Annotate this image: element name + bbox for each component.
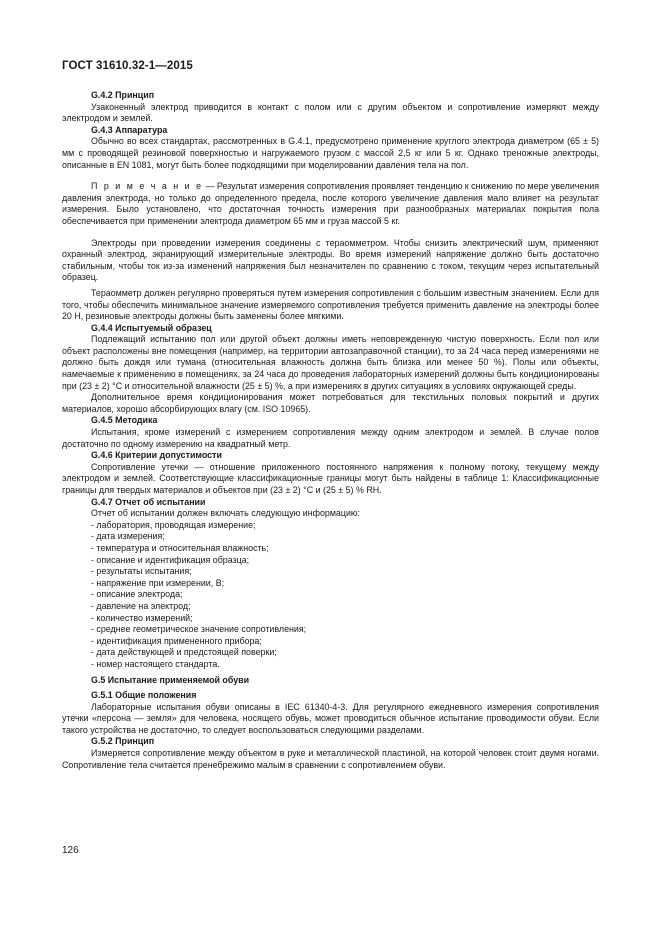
paragraph: Узаконенный электрод приводится в контакт с полом или с другим объектом и сопротивление измеряют между электродом и землей. xyxy=(62,101,599,124)
note-text: — Результат измерения сопротивления проявляет тенденцию к снижению по мере увеличения давления электрода, но только до определенного предела, после которого увеличение давления мало влияет на результат измерения. Было установлено, что достаточная точность измерения при разнообразных материалах покрытия пола обеспечивается при применении электрода диаметром 65 мм и груза массой 5 кг. xyxy=(62,181,599,226)
list-item: - среднее геометрическое значение сопротивления; xyxy=(91,624,307,635)
page-content xyxy=(62,90,599,771)
paragraph: Обычно во всех стандартах, рассмотренных в G.4.1, предусмотрено применение круглого электрода диаметром (65 ± 5) мм с проводящей резиновой поверхностью и нагружаемого грузом с массой 2,5 кг или 5 кг. Однако треножные электроды, описанные в EN 1081, могут быть более подходящими при моделировании давления тела на пол. xyxy=(62,136,599,170)
paragraph: Дополнительное время кондиционирования может потребоваться для текстильных половых покрытий и других материалов, хорошо абсорбирующих влагу (см. ISO 10965). xyxy=(62,392,599,414)
list-item: - напряжение при измерении, В; xyxy=(91,577,225,588)
heading-g5: G.5 Испытание применяемой обуви xyxy=(91,674,250,685)
heading-g52: G.5.2 Принцип xyxy=(91,736,155,747)
list-item: - описание и идентификация образца; xyxy=(91,554,250,565)
list-item: - количество измерений; xyxy=(91,612,193,623)
paragraph: Измеряется сопротивление между объектом в руке и металлической пластиной, на которой человек стоит двумя ногами. Сопротивление тела считается пренебрежимо малым в сравнении с сопротивлением обуви. xyxy=(62,748,599,770)
paragraph: Электроды при проведении измерения соединены с тераомметром. Чтобы снизить электрический шум, применяют охранный электрод, экранирующий измерительные электроды. Во время измерений напряжение должно быть достаточно стабильным, чтобы ток из-за изменений напряжения был незначителен по сравнению с током, текущим через испытательный образец. xyxy=(62,237,599,283)
list-item: - описание электрода; xyxy=(91,589,183,600)
paragraph: Отчет об испытании должен включать следующую информацию: xyxy=(91,508,361,519)
list-item: - давление на электрод; xyxy=(91,600,191,611)
list-item: - дата действующей и предстоящей поверки; xyxy=(91,647,277,658)
heading-g43: G.4.3 Аппаратура xyxy=(91,124,168,135)
list-item: - температура и относительная влажность; xyxy=(91,542,269,553)
list-item: - идентификация примененного прибора; xyxy=(91,635,262,646)
heading-g47: G.4.7 Отчет об испытании xyxy=(91,496,206,507)
paragraph: Тераомметр должен регулярно проверяться путем измерения сопротивления с большим известным значением. Если для того, чтобы обеспечить минимальное значение измеряемого сопротивления требуется применить давление на электроды более 20 Н, резиновые электроды должны быть заменены более мягкими. xyxy=(62,287,599,322)
list-item: - лаборатория, проводящая измерение; xyxy=(91,519,256,530)
paragraph: Сопротивление утечки — отношение приложенного постоянного напряжения к полному потоку, текущему между электродом и землей. Соответствующие классификационные границы могут быть найдены в таблице 1: Классификационные границы для твердых материалов и объектов при (23 ± 2) °C и (25 ± 5) % RH. xyxy=(62,461,599,495)
list-item: - дата измерения; xyxy=(91,531,165,542)
report-items-list xyxy=(62,520,599,671)
note-paragraph xyxy=(62,181,599,227)
note-label: П р и м е ч а н и е xyxy=(91,181,204,192)
heading-g45: G.4.5 Методика xyxy=(91,415,158,426)
paragraph: Испытания, кроме измерений с измерением сопротивления между одним электродом и землей. В случае полов достаточно по одному измерению на квадратный метр. xyxy=(62,427,599,449)
page-header-standard-title: ГОСТ 31610.32-1—2015 xyxy=(62,60,193,72)
paragraph: Подлежащий испытанию пол или другой объект должны иметь неповрежденную чистую поверхность. Если пол или объект расположены вне помещения (например, на территории автозаправочной станции), то за 24 часа перед измерениями не должно быть дождя или тумана (относительная влажность должна быть близка или менее 50 %). Полы или объекты, намечаемые к применению в помещениях, за 24 часа до проведения лабораторных измерений должны быть кондиционированы при (23 ± 2) °C и относительной влажности (25 ± 5) %, а при измерениях в других ситуациях в условиях окружающей среды. xyxy=(62,334,599,391)
heading-g51: G.5.1 Общие положения xyxy=(91,690,197,701)
paragraph: Лабораторные испытания обуви описаны в IEC 61340-4-3. Для регулярного ежедневного измерения сопротивления утечки «персона — земля» для человека, носящего обувь, может проводиться обычное испытание проводимости обуви. Если такого устройства не достаточно, то следует воспользоваться следующими разделами. xyxy=(62,701,599,735)
heading-g42: G.4.2 Принцип xyxy=(91,90,155,100)
list-item: - номер настоящего стандарта. xyxy=(91,658,220,669)
heading-g46: G.4.6 Критерии допустимости xyxy=(91,450,222,461)
heading-g44: G.4.4 Испытуемый образец xyxy=(91,322,212,333)
page-number: 126 xyxy=(62,845,79,856)
list-item: - результаты испытания; xyxy=(91,566,192,577)
